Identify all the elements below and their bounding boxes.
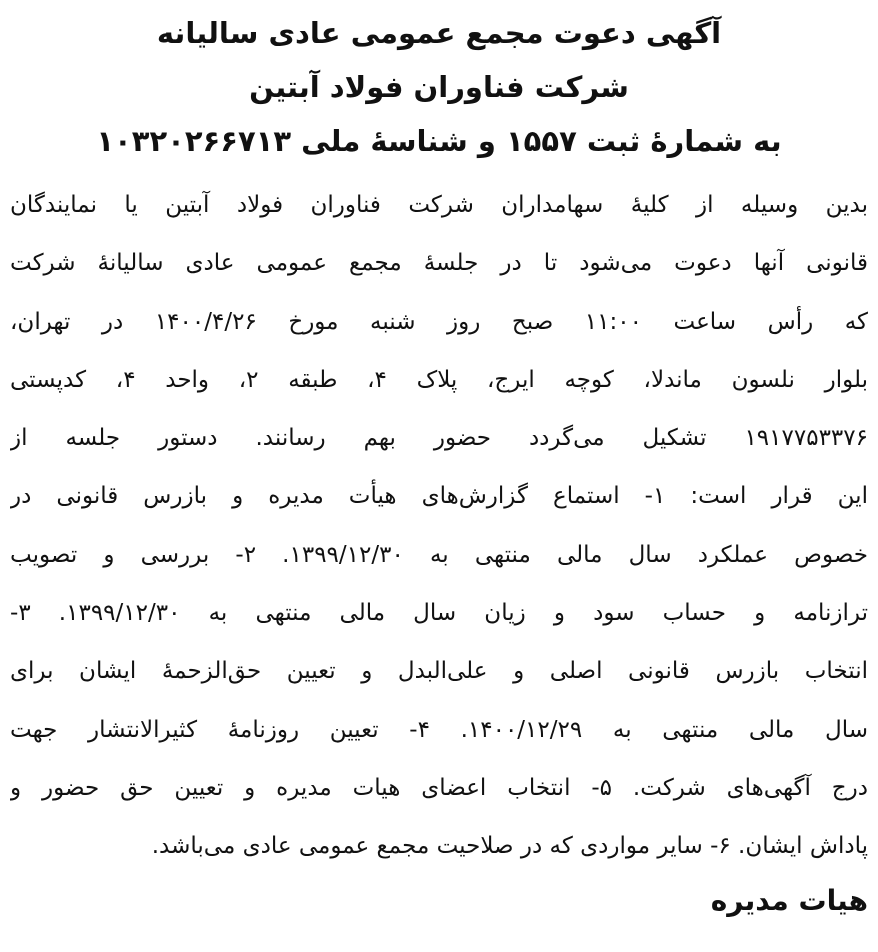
body-line: که رأس ساعت ۱۱:۰۰ صبح روز شنبه مورخ ۱۴۰۰/۴/۲۶ در تهران،	[10, 308, 868, 335]
signature: هیات مدیره	[710, 883, 868, 917]
notice-body	[10, 176, 868, 876]
body-line: ۱۹۱۷۷۵۳۳۷۶ تشکیل می‌گردد حضور بهم رسانند. دستور جلسه از	[10, 425, 868, 452]
body-line: انتخاب بازرس قانونی اصلی و علی‌البدل و تعیین حق‌الزحمهٔ ایشان برای	[10, 658, 868, 685]
body-line: این قرار است: ۱- استماع گزارش‌های هیأت مدیره و بازرس قانونی در	[10, 483, 868, 510]
body-line: قانونی آنها دعوت می‌شود تا در جلسهٔ مجمع عمومی عادی سالیانهٔ شرکت	[10, 250, 868, 277]
body-line: ترازنامه و حساب سود و زیان سال مالی منتهی به ۱۳۹۹/۱۲/۳۰. ۳-	[10, 600, 868, 627]
registration-info: به شمارهٔ ثبت ۱۵۵۷ و شناسهٔ ملی ۱۰۳۲۰۲۶۶۷۱۳	[96, 124, 782, 158]
body-line: خصوص عملکرد سال مالی منتهی به ۱۳۹۹/۱۲/۳۰. ۲- بررسی و تصویب	[10, 541, 868, 568]
body-line: درج آگهی‌های شرکت. ۵- انتخاب اعضای هیات مدیره و تعیین حق حضور و	[10, 774, 868, 801]
company-name: شرکت فناوران فولاد آبتین	[249, 70, 629, 104]
body-line: بلوار نلسون ماندلا، کوچه ایرج، پلاک ۴، طبقه ۲، واحد ۴، کدپستی	[10, 366, 868, 393]
body-line: پاداش ایشان. ۶- سایر مواردی که در صلاحیت مجمع عمومی عادی می‌باشد.	[151, 833, 868, 860]
body-line: سال مالی منتهی به ۱۴۰۰/۱۲/۲۹. ۴- تعیین روزنامهٔ کثیرالانتشار جهت	[10, 716, 868, 743]
body-line: بدین وسیله از کلیهٔ سهامداران شرکت فناوران فولاد آبتین یا نمایندگان	[10, 192, 868, 218]
notice-title: آگهی دعوت مجمع عمومی عادی سالیانه	[156, 16, 722, 50]
